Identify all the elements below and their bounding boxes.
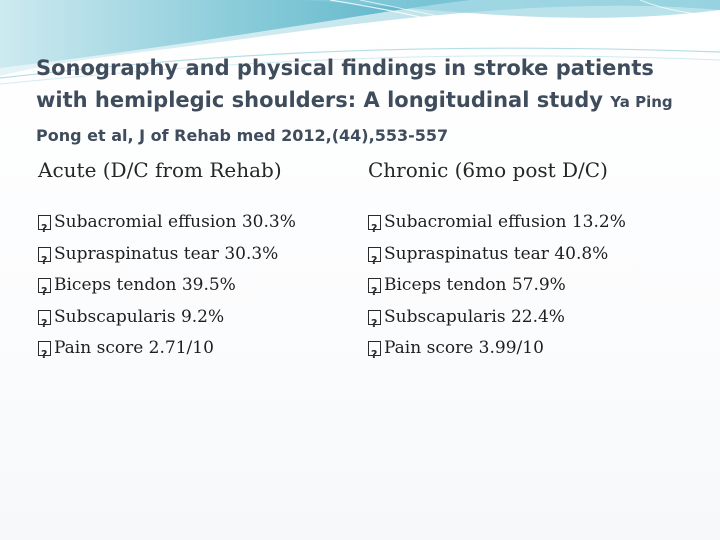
chronic-column	[368, 155, 698, 365]
item-text: Pain score 2.71/10	[54, 338, 214, 358]
chronic-findings-list	[368, 207, 698, 365]
item-text: Biceps tendon 39.5%	[54, 275, 236, 295]
item-text: Subacromial effusion 13.2%	[384, 212, 626, 232]
list-item	[368, 270, 698, 302]
list-item	[38, 207, 358, 239]
item-text: Subscapularis 9.2%	[54, 306, 225, 327]
bullet-icon	[38, 310, 51, 325]
list-item	[368, 207, 698, 239]
bullet-icon	[368, 247, 381, 262]
item-text: Supraspinatus tear 30.3%	[54, 243, 279, 264]
bullet-icon	[368, 310, 381, 325]
chronic-heading: Chronic (6mo post D/C)	[368, 158, 608, 182]
list-item	[368, 333, 698, 365]
item-text: Subacromial effusion 30.3%	[54, 212, 296, 232]
list-item	[38, 302, 358, 334]
acute-heading: Acute (D/C from Rehab)	[38, 158, 282, 182]
title-author: Ya Ping	[610, 93, 673, 111]
bullet-icon	[368, 341, 381, 356]
acute-column	[38, 155, 358, 365]
bullet-icon	[38, 247, 51, 262]
bullet-icon	[368, 215, 381, 230]
item-text: Subscapularis 22.4%	[384, 306, 565, 327]
list-item	[38, 239, 358, 271]
list-item	[368, 239, 698, 271]
item-text: Supraspinatus tear 40.8%	[384, 243, 609, 264]
list-item	[38, 270, 358, 302]
item-text: Pain score 3.99/10	[384, 338, 544, 358]
bullet-icon	[38, 341, 51, 356]
title-line-1: Sonography and physical findings in stroke patients	[36, 56, 654, 80]
bullet-icon	[368, 278, 381, 293]
bullet-icon	[38, 215, 51, 230]
list-item	[38, 333, 358, 365]
list-item	[368, 302, 698, 334]
bullet-icon	[38, 278, 51, 293]
title-citation: Pong et al, J of Rehab med 2012,(44),553-557	[36, 126, 449, 145]
acute-findings-list	[38, 207, 358, 365]
title-line-2: with hemiplegic shoulders: A longitudinal study	[36, 88, 603, 112]
item-text: Biceps tendon 57.9%	[384, 275, 566, 295]
slide-title	[36, 52, 696, 152]
